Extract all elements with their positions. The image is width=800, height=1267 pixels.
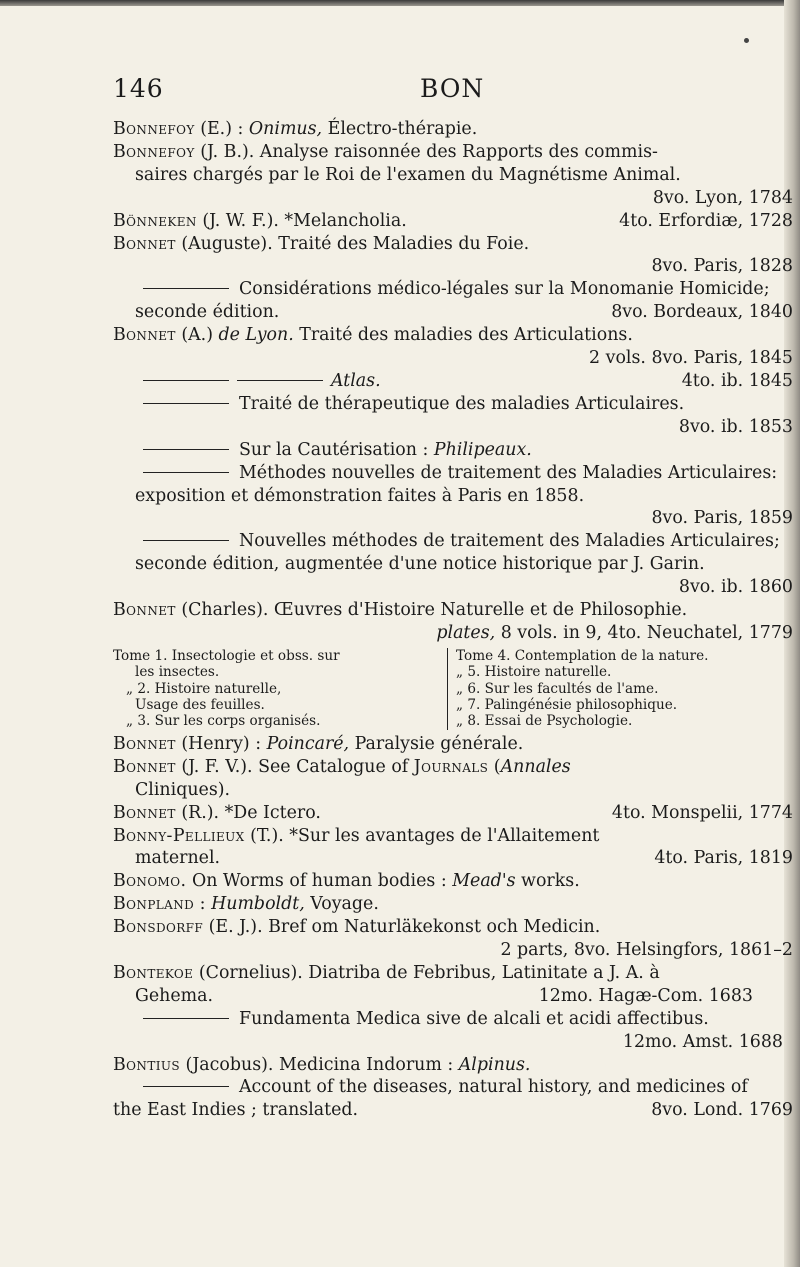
place-qualifier: de Lyon. [218, 325, 294, 346]
imprint: 8vo. Bordeaux, 1840 [611, 302, 793, 323]
author-name: Bonnet [113, 802, 176, 823]
ditto-dash [143, 403, 229, 404]
entry-bonnet-a-de-lyon [113, 324, 793, 370]
cross-ref: Humboldt, [211, 894, 305, 915]
tomes-right-column [447, 648, 709, 730]
cross-ref: Poincaré, [266, 733, 350, 754]
tome-row [113, 648, 443, 664]
tome-title: les insectes. [135, 664, 220, 681]
entry-bonnet-henry [113, 733, 793, 756]
ditto-dash [237, 380, 323, 381]
entry-text: works. [515, 871, 580, 892]
entry-bonneken [113, 210, 793, 233]
tome-row: „ 8. Essai de Psychologie. [456, 713, 633, 730]
ditto-dash [143, 1086, 229, 1087]
entry-bonnefoy-e [113, 118, 793, 141]
tome-row [113, 681, 443, 697]
tome-title: Sur les corps organisés. [154, 713, 321, 730]
author-name: Bonnet [113, 733, 176, 754]
tome-title: Insectologie et obss. sur [171, 647, 340, 664]
entry-text: Account of the diseases, natural history, and medicines of [239, 1077, 748, 1098]
entry-bonnet-jfv [113, 756, 793, 802]
imprint: 8vo. Paris, 1859 [651, 508, 793, 529]
tome-row: Tome 4. Contemplation de la nature. [456, 647, 709, 664]
imprint: 4to. Paris, 1819 [654, 848, 793, 869]
entry-bonnet-r [113, 802, 793, 825]
entry-text: Fundamenta Medica sive de alcali et acidi affectibus. [239, 1008, 709, 1029]
author-name: Bontius [113, 1054, 180, 1075]
entry-bontius [113, 1054, 793, 1077]
cross-ref: Annales [500, 756, 571, 777]
tome-row [113, 713, 443, 729]
author-name: Bonnefoy [113, 119, 195, 139]
tome-row [113, 697, 443, 713]
entry-methodes-nouvelles [113, 462, 793, 531]
entry-text: Gehema. [135, 985, 214, 1006]
imprint: 4to. Monspelii, 1774 [611, 802, 793, 823]
entry-account-east-indies [113, 1076, 793, 1122]
entry-text: (Henry) : [175, 733, 267, 754]
running-head: BON [420, 74, 485, 103]
entry-text: Voyage. [304, 894, 379, 915]
entry-cauterisation [113, 439, 793, 462]
tome-row: „ 5. Histoire naturelle. [456, 664, 612, 681]
entry-bonomo [113, 870, 793, 893]
author-name: Bonpland [113, 894, 195, 915]
entry-text: Cliniques). [135, 779, 231, 800]
imprint: 4to. Erfordiæ, 1728 [619, 210, 793, 231]
entry-bonpland [113, 893, 793, 916]
author-name: Bontekoe [113, 962, 194, 983]
entry-atlas [113, 370, 793, 393]
ditto-dash [143, 472, 229, 473]
entry-traite-therapeutique [113, 393, 793, 439]
entry-text: (E.) : [194, 119, 249, 139]
entry-bonny-pellieux [113, 825, 793, 871]
entry-text: Traité des maladies des Articulations. [293, 325, 633, 346]
entry-text: (R.). *De Ictero. [175, 802, 321, 823]
ditto-dash [143, 449, 229, 450]
entry-text: (E. J.). Bref om Naturläkekonst och Medicin. [203, 917, 601, 938]
entry-text: the East Indies ; translated. [113, 1100, 359, 1121]
tome-number: Tome 1. [113, 647, 168, 664]
entry-text: (J. F. V.). See Catalogue of [175, 756, 414, 777]
entry-fundamenta-medica [113, 1008, 793, 1054]
entry-text: (A.) [175, 325, 219, 346]
author-name: Bonnet [113, 756, 176, 777]
entry-text: ( [488, 756, 501, 777]
entry-title: Atlas. [331, 370, 381, 391]
entry-text: (Cornelius). Diatriba de Febribus, Latinitate a J. A. à [193, 962, 660, 983]
entry-text: (J. W. F.). *Melancholia. [196, 210, 407, 231]
entry-bonnet-auguste [113, 233, 793, 279]
imprint: 8vo. ib. 1853 [678, 416, 793, 437]
entry-nouvelles-methodes [113, 530, 793, 599]
entry-text: seconde édition. [135, 302, 280, 323]
cross-ref: Journals [413, 756, 489, 777]
entry-text: saires chargés par le Roi de l'examen du Magnétisme Animal. [135, 164, 681, 185]
entry-text: (Charles). Œuvres d'Histoire Naturelle et de Philosophie. [175, 600, 688, 621]
page-number: 146 [113, 74, 164, 103]
entry-text: On Worms of human bodies : [186, 871, 453, 892]
entry-text: Électro-thérapie. [322, 119, 478, 139]
author-name: Bonnet [113, 600, 176, 621]
imprint: 8vo. Lond. 1769 [651, 1100, 793, 1121]
cross-ref: Onimus, [248, 119, 323, 139]
imprint: 12mo. Amst. 1688 [622, 1031, 783, 1052]
tome-number: „ 2. [125, 680, 151, 697]
bibliography-entries [113, 118, 793, 1122]
entry-text: Traité de thérapeutique des maladies Articulaires. [239, 393, 685, 414]
imprint: 12mo. Hagæ-Com. 1683 [538, 985, 753, 1006]
entry-text: seconde édition, augmentée d'une notice historique par J. Garin. [135, 554, 705, 575]
entry-text: Nouvelles méthodes de traitement des Maladies Articulaires; [239, 531, 780, 552]
tome-title: Usage des feuilles. [135, 697, 265, 714]
entry-text: Sur la Cautérisation : [239, 439, 434, 460]
tome-row: „ 6. Sur les facultés de l'ame. [456, 680, 659, 697]
entry-text: plates, [436, 622, 496, 643]
entry-bontekoe [113, 962, 793, 1008]
entry-text: (Jacobus). Medicina Indorum : [180, 1054, 459, 1075]
cross-ref: Alpinus. [458, 1054, 531, 1075]
imprint: 8vo. ib. 1860 [678, 577, 793, 598]
page-header [0, 74, 800, 108]
entry-text: : [194, 894, 212, 915]
imprint: 8 vols. in 9, 4to. Neuchatel, 1779 [495, 622, 793, 643]
entry-text: (Auguste). Traité des Maladies du Foie. [175, 233, 530, 254]
tome-title: Histoire naturelle, [154, 680, 282, 697]
author-name: Bonsdorff [113, 917, 204, 938]
author-name: Bonnefoy [113, 141, 195, 162]
entry-text: Méthodes nouvelles de traitement des Maladies Articulaires: [239, 462, 778, 483]
entry-text: Paralysie générale. [349, 733, 524, 754]
ink-dot [744, 38, 749, 43]
entry-text: (T.). *Sur les avantages de l'Allaitement [244, 825, 600, 846]
entry-text: maternel. [135, 848, 221, 869]
cross-ref: Philipeaux. [433, 439, 532, 460]
entry-text: exposition et démonstration faites à Paris en 1858. [135, 485, 585, 506]
tomes-left-column [113, 648, 443, 730]
tome-number: „ 3. [125, 713, 151, 730]
entry-bonnefoy-jb [113, 141, 793, 210]
ditto-dash [143, 380, 229, 381]
imprint: 2 parts, 8vo. Helsingfors, 1861–2 [500, 940, 793, 961]
imprint: 4to. ib. 1845 [681, 370, 793, 391]
ditto-dash [143, 1018, 229, 1019]
author-name: Bonnet [113, 233, 176, 254]
scan-top-edge [0, 0, 800, 6]
tome-row [113, 664, 443, 680]
author-name: Bonnet [113, 325, 176, 346]
tomes-table [113, 648, 793, 730]
ditto-dash [143, 540, 229, 541]
entry-bonnet-charles [113, 599, 793, 645]
ditto-dash [143, 288, 229, 289]
entry-text: (J. B.). Analyse raisonnée des Rapports des commis- [194, 141, 658, 162]
entry-considerations [113, 278, 793, 324]
entry-bonsdorff [113, 916, 793, 962]
tome-row: „ 7. Palingénésie philosophique. [456, 697, 678, 714]
imprint: 2 vols. 8vo. Paris, 1845 [589, 348, 793, 369]
imprint: 8vo. Lyon, 1784 [652, 187, 793, 208]
author-name: Bonomo. [113, 871, 187, 892]
author-name: Bonny-Pellieux [113, 825, 245, 846]
entry-text: Considérations médico-légales sur la Monomanie Homicide; [239, 279, 770, 300]
imprint: 8vo. Paris, 1828 [651, 256, 793, 277]
cross-ref: Mead's [452, 871, 516, 892]
author-name: Bönneken [113, 210, 197, 231]
